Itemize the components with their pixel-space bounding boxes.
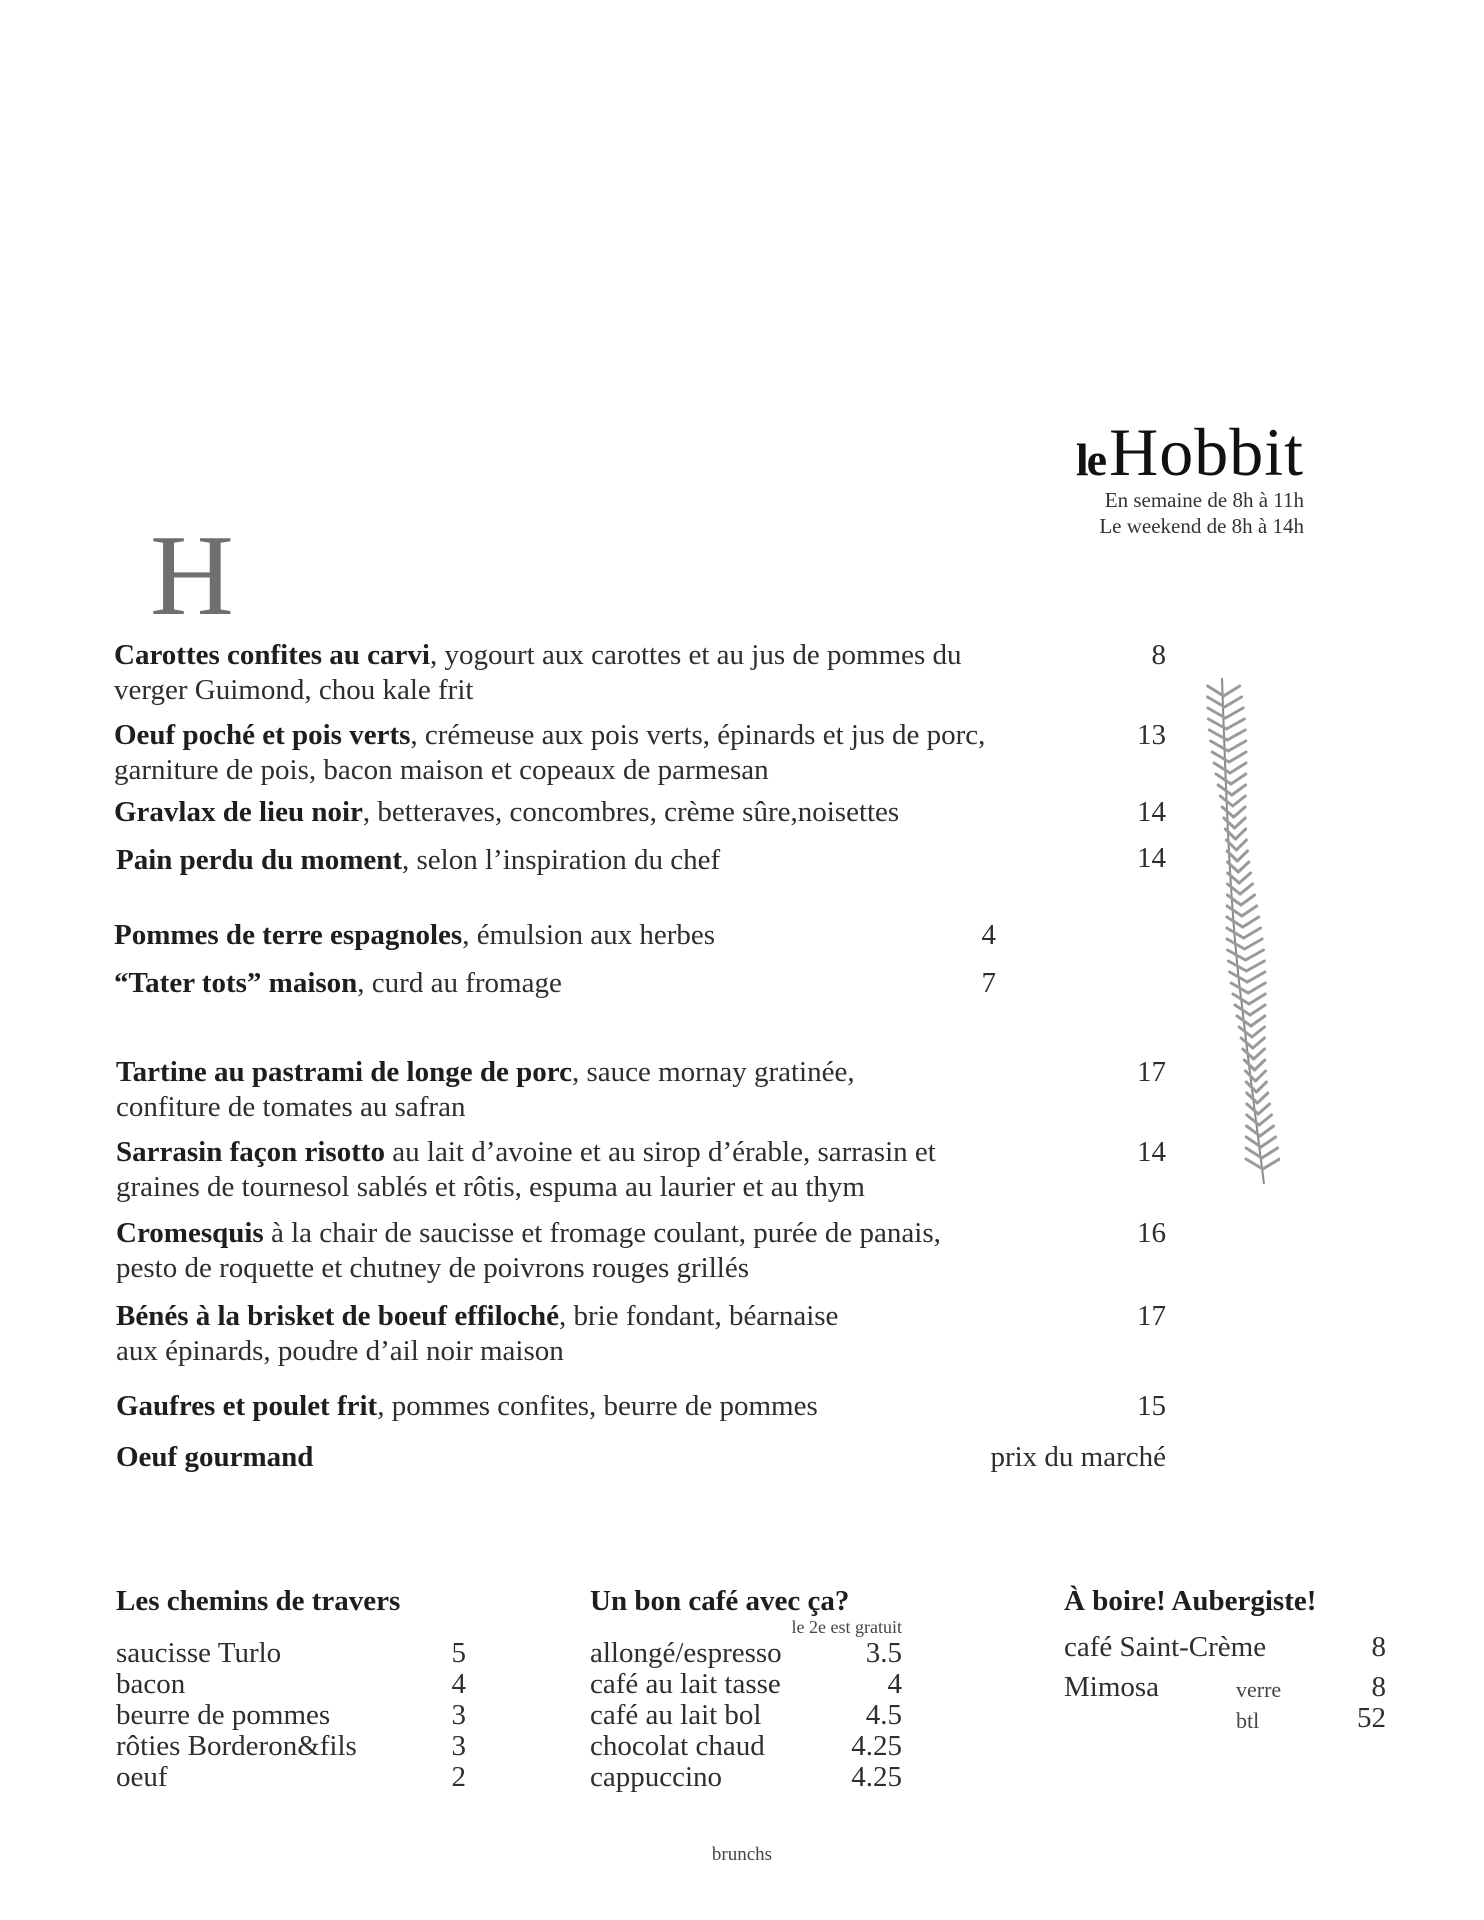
- side-row-price: 3: [451, 1699, 466, 1731]
- sprig-leaf: [1229, 752, 1246, 762]
- sprig-leaf: [1230, 763, 1246, 773]
- sprig-leaf: [1228, 873, 1239, 883]
- item-desc: , émulsion aux herbes: [462, 919, 716, 951]
- sprig-leaf: [1246, 961, 1264, 971]
- side-row-price: 5: [451, 1637, 466, 1669]
- cafe-row-name: café au lait tasse: [590, 1668, 781, 1700]
- sprig-leaf: [1236, 840, 1246, 850]
- sprig-leaf: [1212, 752, 1229, 762]
- section-title-chemins: Les chemins de travers: [116, 1585, 401, 1617]
- side-row-name: rôties Borderon&fils: [116, 1730, 357, 1762]
- sprig-leaf: [1259, 1115, 1271, 1125]
- item-price: 15: [1137, 1390, 1166, 1422]
- item-desc-2: verger Guimond, chou kale frit: [114, 674, 474, 706]
- sprig-leaf: [1245, 939, 1263, 949]
- sprig-leaf: [1224, 686, 1240, 696]
- menu-item: [116, 843, 720, 878]
- item-desc-2: confiture de tomates au safran: [116, 1091, 466, 1123]
- sprig-leaf: [1232, 785, 1246, 795]
- item-price: 16: [1137, 1217, 1166, 1249]
- item-desc: , betteraves, concombres, crème sûre,noisettes: [362, 796, 900, 828]
- item-desc-2: graines de tournesol sablés et rôtis, espuma au laurier et au thym: [116, 1171, 865, 1203]
- sprig-leaf: [1260, 1126, 1273, 1136]
- sprig-leaf: [1261, 1137, 1276, 1147]
- sprig-leaf: [1253, 1038, 1265, 1048]
- sprig-leaf: [1240, 884, 1252, 894]
- side-row-name: oeuf: [116, 1761, 168, 1793]
- sprig-leaf: [1235, 818, 1246, 828]
- sprig-leaf: [1252, 1027, 1265, 1037]
- item-desc: , selon l’inspiration du chef: [402, 844, 721, 876]
- item-price: 14: [1137, 796, 1166, 828]
- item-price: 4: [981, 919, 996, 951]
- side-row-price: 3: [451, 1730, 466, 1762]
- item-desc-2: aux épinards, poudre d’ail noir maison: [116, 1335, 564, 1367]
- item-price: prix du marché: [990, 1441, 1166, 1473]
- sprig-leaf: [1255, 1071, 1265, 1081]
- item-desc: , sauce mornay gratinée,: [571, 1056, 855, 1088]
- sprig-leaf: [1245, 950, 1263, 960]
- item-desc-2: garniture de pois, bacon maison et copeaux de parmesan: [114, 754, 769, 786]
- item-price: 14: [1137, 842, 1166, 874]
- item-desc: , brie fondant, béarnaise: [559, 1300, 839, 1332]
- sprig-leaf: [1243, 917, 1259, 927]
- item-desc: à la chair de saucisse et fromage coulant, purée de panais,: [263, 1217, 941, 1249]
- item-price: 17: [1137, 1056, 1166, 1088]
- sprig-leaf: [1227, 895, 1241, 905]
- drink-name: Mimosa: [1064, 1671, 1160, 1703]
- sprig-leaf: [1262, 1148, 1278, 1158]
- item-desc-2: pesto de roquette et chutney de poivrons rouges grillés: [116, 1252, 750, 1284]
- cafe-row-price: 4.25: [851, 1761, 902, 1793]
- cafe-row-name: cappuccino: [590, 1761, 723, 1793]
- item-title: Gaufres et poulet frit: [116, 1390, 378, 1422]
- menu-item: [114, 638, 962, 708]
- item-desc: , curd au fromage: [357, 967, 562, 999]
- sprig-leaf: [1258, 1104, 1269, 1114]
- sprig-leaf: [1227, 906, 1242, 916]
- sprig-leaf: [1255, 1060, 1265, 1070]
- sprig-leaf: [1248, 983, 1265, 993]
- sprig-leaf: [1247, 972, 1265, 982]
- menu-item: [116, 1299, 838, 1369]
- cafe-row-price: 4: [887, 1668, 902, 1700]
- drink-size-btl: btl: [1236, 1708, 1260, 1733]
- sprig-leaf: [1247, 1104, 1258, 1114]
- item-desc: , crémeuse aux pois verts, épinards et jus de porc,: [410, 719, 986, 751]
- sprig-leaf: [1225, 829, 1235, 839]
- sprig-leaf: [1257, 1093, 1268, 1103]
- sprig-leaf: [1250, 1005, 1265, 1015]
- sprig-leaf: [1242, 906, 1257, 916]
- sprig-leaf: [1208, 686, 1224, 696]
- sprig-leaf: [1234, 807, 1246, 817]
- sprig-leaf: [1235, 829, 1245, 839]
- sprig-leaf: [1233, 796, 1246, 806]
- item-price: 8: [1151, 639, 1166, 671]
- brand-block: [1075, 414, 1304, 538]
- menu-item: [116, 1055, 855, 1125]
- section-title-boire: À boire! Aubergiste!: [1064, 1585, 1317, 1617]
- sprig-leaf: [1214, 763, 1230, 773]
- sprig-leaf: [1211, 741, 1229, 751]
- sprig-leaf: [1216, 774, 1231, 784]
- item-price: 7: [981, 967, 996, 999]
- item-title: Oeuf gourmand: [116, 1441, 314, 1473]
- menu-item: [114, 795, 899, 830]
- sprig-leaf: [1226, 719, 1244, 729]
- item-price: 17: [1137, 1300, 1166, 1332]
- sprig-leaf: [1225, 708, 1243, 718]
- decorative-initial: H: [150, 512, 234, 640]
- item-price: 13: [1137, 719, 1166, 751]
- item-desc: au lait d’avoine et au sirop d’érable, sarrasin et: [385, 1136, 936, 1168]
- menu-item: [116, 1389, 818, 1424]
- item-title: Cromesquis: [116, 1217, 264, 1249]
- sprig-leaf: [1249, 994, 1265, 1004]
- sprig-leaf: [1225, 697, 1242, 707]
- item-desc: , pommes confites, beurre de pommes: [377, 1390, 818, 1422]
- hours-weekend: Le weekend de 8h à 14h: [1099, 514, 1304, 538]
- cafe-row-name: café au lait bol: [590, 1699, 762, 1731]
- drink-size-verre: verre: [1236, 1677, 1282, 1702]
- side-row-price: 4: [451, 1668, 466, 1700]
- drink-name: café Saint-Crème: [1064, 1631, 1267, 1663]
- rosemary-sprig-illustration: [1200, 676, 1280, 1186]
- item-title: “Tater tots” maison: [114, 967, 358, 999]
- sprig-leaf: [1256, 1082, 1266, 1092]
- sprig-leaf: [1247, 1115, 1259, 1125]
- cafe-note: le 2e est gratuit: [791, 1617, 902, 1637]
- menu-item: [114, 918, 715, 953]
- sprig-leaf: [1244, 928, 1261, 938]
- cafe-row-price: 4.25: [851, 1730, 902, 1762]
- sprig-leaf: [1231, 774, 1246, 784]
- side-row-name: beurre de pommes: [116, 1699, 331, 1731]
- sprig-leaf: [1241, 895, 1255, 905]
- hours-week: En semaine de 8h à 11h: [1104, 488, 1304, 512]
- cafe-row-name: chocolat chaud: [590, 1730, 765, 1762]
- item-title: Oeuf poché et pois verts: [114, 719, 411, 751]
- item-title: Sarrasin façon risotto: [116, 1136, 386, 1168]
- item-title: Pommes de terre espagnoles: [114, 919, 463, 951]
- logo-name: Hobbit: [1109, 414, 1304, 490]
- section-title-cafe: Un bon café avec ça?: [590, 1585, 850, 1617]
- menu-item: [114, 966, 562, 1001]
- item-title: Carottes confites au carvi: [114, 639, 430, 671]
- drink-price: 8: [1371, 1631, 1386, 1663]
- cafe-row-name: allongé/espresso: [590, 1637, 782, 1669]
- cafe-row-price: 4.5: [865, 1699, 902, 1731]
- item-title: Bénés à la brisket de boeuf effiloché: [116, 1300, 560, 1332]
- sprig-leaf: [1237, 851, 1247, 861]
- item-price: 14: [1137, 1136, 1166, 1168]
- cafe-row-price: 3.5: [865, 1637, 902, 1669]
- drink-price: 52: [1357, 1702, 1386, 1734]
- item-title: Tartine au pastrami de longe de porc: [116, 1056, 572, 1088]
- item-title: Pain perdu du moment: [116, 844, 403, 876]
- sprig-leaf: [1254, 1049, 1265, 1059]
- item-desc: , yogourt aux carottes et au jus de pommes du: [429, 639, 962, 671]
- menu-item: [114, 718, 985, 788]
- menu-item: [116, 1135, 936, 1205]
- item-title: Gravlax de lieu noir: [114, 796, 363, 828]
- logo: [1075, 414, 1304, 490]
- menu-item: [116, 1216, 941, 1286]
- sprig-leaf: [1227, 917, 1243, 927]
- sprig-leaf: [1224, 818, 1235, 828]
- drink-price: 8: [1371, 1671, 1386, 1703]
- sprig-leaf: [1263, 1159, 1280, 1169]
- sprig-leaf: [1228, 741, 1246, 751]
- sprig-leaf: [1238, 862, 1249, 872]
- side-row-name: saucisse Turlo: [116, 1637, 282, 1669]
- side-row-price: 2: [451, 1761, 466, 1793]
- sprig-leaf: [1239, 873, 1250, 883]
- sprig-leaf: [1227, 730, 1245, 740]
- logo-le: le: [1075, 434, 1106, 485]
- sprig-leaf: [1228, 884, 1240, 894]
- side-row-name: bacon: [116, 1668, 186, 1700]
- sprig-leaf: [1251, 1016, 1265, 1026]
- page-footer: brunchs: [711, 1844, 773, 1865]
- menu-item: [116, 1440, 313, 1475]
